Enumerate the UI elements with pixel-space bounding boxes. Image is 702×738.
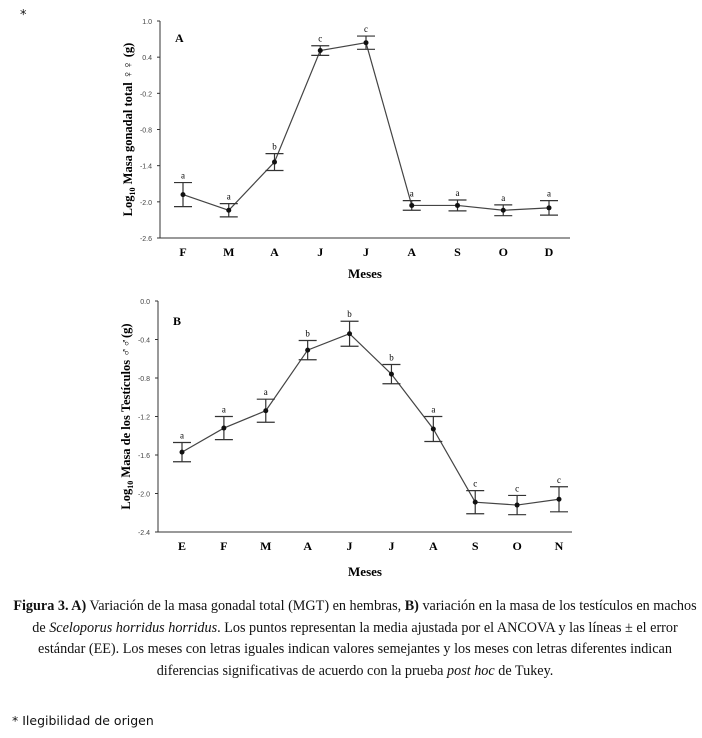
chart-b-data-point xyxy=(473,500,478,505)
chart-b-x-tick-label: E xyxy=(177,539,187,553)
chart-b-data-point xyxy=(431,427,436,432)
chart-a-x-tick-label: O xyxy=(498,245,508,259)
chart-b-significance-letter: c xyxy=(515,483,520,494)
chart-b-data-point xyxy=(347,331,352,336)
caption-figure-label: Figura 3. xyxy=(13,598,69,614)
chart-a-data-point xyxy=(455,203,460,208)
chart-b-y-tick-label: -1.2 xyxy=(137,414,150,422)
chart-b-data-point xyxy=(557,497,562,502)
caption-species: Sceloporus horridus horridus xyxy=(49,619,218,636)
chart-a-data-point xyxy=(226,208,231,213)
chart-a-panel-label: A xyxy=(175,31,184,45)
caption-b-label: B) xyxy=(404,598,419,614)
chart-b-significance-letter: a xyxy=(263,387,268,398)
chart-b-data-point xyxy=(221,426,226,431)
chart-a-significance-letter: a xyxy=(547,188,551,199)
chart-b-significance-letter: c xyxy=(473,478,478,489)
chart-b-significance-letter: c xyxy=(557,474,561,485)
chart-a-x-tick-label: A xyxy=(407,245,417,259)
caption-text-1: Variación de la masa gonadal total (MGT) en hembras, xyxy=(86,598,405,614)
chart-a-x-tick-label: A xyxy=(270,245,279,259)
chart-a-data-point xyxy=(547,205,552,210)
chart-b-panel-label: B xyxy=(173,314,182,328)
chart-b-x-tick-label: J xyxy=(388,539,395,553)
chart-a-x-tick-label: M xyxy=(223,245,235,259)
chart-a-significance-letter: a xyxy=(226,191,231,202)
chart-b-significance-letter: a xyxy=(180,430,184,441)
chart-b-x-tick-label: A xyxy=(428,539,438,553)
chart-b-x-tick-label: A xyxy=(303,539,313,553)
chart-a-significance-letter: a xyxy=(181,170,185,181)
chart-a-significance-letter: a xyxy=(501,192,506,203)
legibility-note: * Ilegibilidad de origen xyxy=(12,713,154,728)
caption-text-4: de Tukey. xyxy=(494,662,554,679)
chart-b-x-tick-label: F xyxy=(220,539,228,553)
chart-b-significance-letter: b xyxy=(305,328,310,339)
chart-a-series-line xyxy=(183,43,549,211)
chart-b-data-point xyxy=(305,348,310,353)
asterisk: * xyxy=(20,8,27,23)
caption-posthoc: post hoc xyxy=(447,662,495,679)
chart-a-significance-letter: c xyxy=(364,24,368,35)
chart-b-x-tick-label: O xyxy=(512,539,522,553)
chart-b-y-tick-label: -1.6 xyxy=(137,453,150,460)
chart-b-significance-letter: b xyxy=(389,352,394,363)
chart-a-x-tick-label: J xyxy=(363,245,369,259)
figure-caption xyxy=(10,596,700,682)
chart-a-y-tick-label: 1.0 xyxy=(142,19,152,26)
chart-b-data-point xyxy=(515,503,520,508)
caption-a-label: A) xyxy=(68,598,87,614)
chart-a-y-tick-label: -0.2 xyxy=(139,91,152,99)
chart-b-y-tick-label: -0.4 xyxy=(137,337,150,345)
chart-a-x-axis-title: Meses xyxy=(348,266,382,281)
caption-text-3: . Los puntos representan la media ajustada por el ANCOVA y las líneas ± el error estándar (EE). Los meses con letras iguales indican valores semejantes y los meses con letras diferentes indican diferencias significativas de acuerdo con la prueba xyxy=(38,619,678,679)
chart-a-y-tick-label: 0.4 xyxy=(142,55,152,63)
chart-a-data-point xyxy=(364,40,369,45)
chart-b-y-axis-title: Log$_{10}$ Masa de los Testículos ♂♂(g) xyxy=(119,323,135,510)
chart-b-x-axis-title: Meses xyxy=(348,564,382,579)
chart-b-data-point xyxy=(180,450,185,455)
chart-b-y-tick-label: -2.4 xyxy=(137,530,150,537)
chart-a-significance-letter: b xyxy=(272,141,277,152)
chart-a-significance-letter: a xyxy=(409,188,414,199)
chart-b-significance-letter: b xyxy=(347,309,352,320)
chart-b-x-tick-label: M xyxy=(260,539,272,553)
chart-a-data-point xyxy=(501,208,506,213)
chart-a-data-point xyxy=(181,192,186,197)
chart-a-x-tick-label: J xyxy=(317,245,324,259)
chart-b-series-line xyxy=(182,334,559,505)
chart-b-x-tick-label: J xyxy=(346,539,353,553)
chart-b-data-point xyxy=(263,408,268,413)
chart-a-significance-letter: c xyxy=(318,33,323,44)
chart-a-data-point xyxy=(409,203,414,208)
chart-a-significance-letter: a xyxy=(455,188,460,199)
chart-a-data-point xyxy=(318,48,323,53)
chart-b-significance-letter: a xyxy=(221,404,226,415)
chart-a-data-point xyxy=(272,160,277,165)
chart-b-y-tick-label: -2.0 xyxy=(137,491,150,499)
chart-b-significance-letter: a xyxy=(431,404,436,415)
chart-a-y-tick-label: -1.4 xyxy=(139,163,152,171)
chart-a-y-tick-label: -2.0 xyxy=(139,199,152,207)
chart-a-y-axis-title: Log$_{10}$ Masa gonadal total ♀♀ (g) xyxy=(121,42,137,217)
chart-a-y-tick-label: -0.8 xyxy=(139,127,152,135)
chart-a-x-tick-label: S xyxy=(454,245,461,259)
chart-b-data-point xyxy=(389,372,394,377)
chart-a-y-tick-label: -2.6 xyxy=(139,236,152,243)
chart-a-x-tick-label: F xyxy=(179,245,187,259)
chart-b-y-tick-label: 0.0 xyxy=(140,299,150,306)
caption-text-2: variación en la masa de los testículos en machos de xyxy=(32,598,697,636)
chart-a-x-tick-label: D xyxy=(544,245,554,259)
chart-b-x-tick-label: N xyxy=(554,539,564,553)
chart-b-x-tick-label: S xyxy=(471,539,479,553)
chart-b-y-tick-label: -0.8 xyxy=(137,376,150,383)
